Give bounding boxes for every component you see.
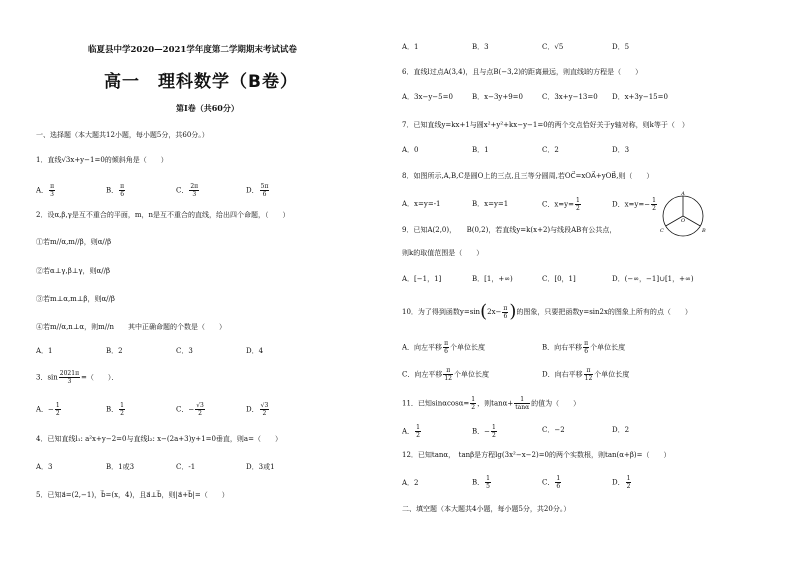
q4-option-d[interactable]: D．3或1 — [246, 463, 275, 471]
q2-prop2: ②若α⊥γ,β⊥γ，则α//β — [36, 267, 111, 275]
q1-stem: 1．直线√3x+y−1=0的倾斜角是（ ） — [36, 156, 168, 164]
q9-stem2: 则k的取值范围是（ ） — [402, 249, 484, 257]
exam-title: 高一 理科数学（B卷） — [104, 72, 298, 92]
q3-option-c[interactable]: C．− $\frac{√3}{2}$ — [176, 402, 204, 417]
q3-option-b[interactable]: B． $\frac{1}{2}$ — [106, 402, 124, 417]
q8-option-c[interactable]: C．x=y= $\frac{1}{2}$ — [542, 197, 580, 212]
q7-option-c[interactable]: C．2 — [542, 146, 559, 154]
section1-heading: 一、选择题（本大题共12小题，每小题5分，共60分。） — [36, 131, 209, 139]
q10-option-a[interactable]: A．向左平移 $\frac{\pi}{6}$ 个单位长度 — [402, 340, 486, 355]
q8-option-a[interactable]: A．x=y=-1 — [402, 200, 441, 208]
q12-option-b[interactable]: B． $\frac{1}{5}$ — [472, 475, 490, 490]
part-title: 第Ⅰ卷（共60分） — [176, 103, 239, 113]
q5-stem: 5．已知a⃗=(2,−1)，b⃗=(x，4)，且a⃗⊥b⃗，则|a⃗+b⃗|=（ ） — [36, 491, 229, 499]
q2-prop4: ④若m//α,n⊥α，则m//n 其中正确命题的个数是（ ） — [36, 323, 226, 331]
q12-option-d[interactable]: D． $\frac{1}{2}$ — [612, 475, 631, 490]
q8-option-b[interactable]: B．x=y=1 — [472, 200, 509, 208]
q10-stem: 10．为了得到函数y=sin(2x− $\frac{\pi}{6}$ )的图象，只要把函数y=sin2x的图象上所有的点（ ） — [402, 301, 692, 322]
q5-option-d[interactable]: D．5 — [612, 43, 630, 51]
q6-stem: 6．直线l过点A(3,4)，且与点B(−3,2)的距离最远，则直线l的方程是（ ） — [402, 68, 643, 76]
q11-option-b[interactable]: B．− $\frac{1}{2}$ — [472, 424, 496, 439]
q9-option-c[interactable]: C．[0，1] — [542, 275, 576, 283]
school-title: 临夏县中学2020—2021学年度第二学期期末考试试卷 — [88, 45, 297, 55]
q5-option-b[interactable]: B．3 — [472, 43, 489, 51]
q1-option-a[interactable]: A． $\frac{\pi}{3}$ — [36, 183, 55, 198]
q2-prop3: ③若m⊥α,m⊥β，则α//β — [36, 295, 115, 303]
q6-option-a[interactable]: A．3x−y−5=0 — [402, 93, 453, 101]
q2-prop1: ①若m//α,m//β，则α//β — [36, 238, 112, 246]
q12-option-c[interactable]: C． $\frac{1}{6}$ — [542, 475, 561, 490]
q4-stem: 4．已知直线l₁: a²x+y−2=0与直线l₂: x−(2a+3)y+1=0垂直，则a=（ ） — [36, 435, 282, 443]
q5-option-c[interactable]: C．√5 — [542, 43, 564, 51]
q7-stem: 7．已知直线y=kx+1与圆x²+y²+kx−y−1=0的两个交点恰好关于y轴对称，则k等于（ ） — [402, 121, 689, 129]
q9-option-a[interactable]: A．[−1，1] — [402, 275, 442, 283]
q10-option-b[interactable]: B．向右平移 $\frac{\pi}{6}$ 个单位长度 — [542, 340, 626, 355]
q2-option-b[interactable]: B．2 — [106, 347, 123, 355]
q2-option-a[interactable]: A．1 — [36, 347, 53, 355]
label-a: A — [681, 191, 685, 197]
q6-option-d[interactable]: D．x+3y−15=0 — [612, 93, 668, 101]
q6-option-b[interactable]: B．x−3y+9=0 — [472, 93, 524, 101]
q1-option-c[interactable]: C． $\frac{2\pi}{3}$ — [176, 183, 199, 198]
q7-option-b[interactable]: B．1 — [472, 146, 489, 154]
label-b: B — [702, 228, 706, 234]
q1-option-d[interactable]: D． $\frac{5\pi}{6}$ — [246, 183, 269, 198]
q9-option-b[interactable]: B．[1，+∞) — [472, 275, 513, 283]
right-column — [397, 0, 794, 562]
q11-stem: 11．已知sinαcosα= $\frac{1}{2}$ ，则tanα+ $\frac{1}{\tan\alpha}$ 的值为（ ） — [402, 396, 581, 411]
q12-option-a[interactable]: A．2 — [402, 479, 419, 487]
q5-option-a[interactable]: A．1 — [402, 43, 419, 51]
q2-option-d[interactable]: D．4 — [246, 347, 264, 355]
q3-stem: 3．sin $\frac{2021\pi}{3}$ =（ ）． — [36, 370, 119, 385]
q10-option-d[interactable]: D．向右平移 $\frac{\pi}{12}$ 个单位长度 — [542, 367, 630, 382]
q12-stem: 12．已知tanα， tanβ是方程lg(3x²−x−2)=0的两个实数根，则tan(α+β)=（ ） — [402, 451, 671, 459]
q2-stem: 2．设α,β,γ是互不重合的平面，m，n是互不重合的直线，给出四个命题，（ ） — [36, 211, 290, 219]
q10-option-c[interactable]: C．向左平移 $\frac{\pi}{12}$ 个单位长度 — [402, 367, 489, 382]
q8-circle-figure — [657, 190, 709, 242]
q11-option-a[interactable]: A． $\frac{1}{2}$ — [402, 424, 420, 439]
label-o: O — [681, 218, 686, 224]
q4-option-a[interactable]: A．3 — [36, 463, 53, 471]
q4-option-b[interactable]: B．1或3 — [106, 463, 135, 471]
q8-stem: 8．如图所示,A,B,C是圆O上的三点,且三等分圆周,若OC⃗=xOA⃗+yOB⃗,则（ ） — [402, 172, 654, 180]
q6-option-c[interactable]: C．3x+y−13=0 — [542, 93, 598, 101]
q3-option-a[interactable]: A．− $\frac{1}{2}$ — [36, 402, 60, 417]
q11-option-c[interactable]: C．−2 — [542, 426, 565, 434]
q8-option-d[interactable]: D．x=y=− $\frac{1}{2}$ — [612, 197, 656, 212]
label-c: C — [660, 228, 664, 234]
q11-option-d[interactable]: D．2 — [612, 426, 630, 434]
q7-option-a[interactable]: A．0 — [402, 146, 419, 154]
q3-option-d[interactable]: D． $\frac{√3}{2}$ — [246, 402, 269, 417]
section2-heading: 二、填空题（本大题共4小题，每小题5分，共20分。） — [402, 505, 571, 513]
q1-option-b[interactable]: B． $\frac{\pi}{6}$ — [106, 183, 125, 198]
q4-option-c[interactable]: C．-1 — [176, 463, 196, 471]
radius-ob — [683, 216, 700, 226]
q2-option-c[interactable]: C．3 — [176, 347, 193, 355]
q7-option-d[interactable]: D．3 — [612, 146, 630, 154]
q9-option-d[interactable]: D．(−∞，−1]∪[1，+∞) — [612, 275, 694, 283]
q9-stem: 9．已知A(2,0)， B(0,2)，若直线y=k(x+2)与线段AB有公共点， — [402, 226, 617, 234]
